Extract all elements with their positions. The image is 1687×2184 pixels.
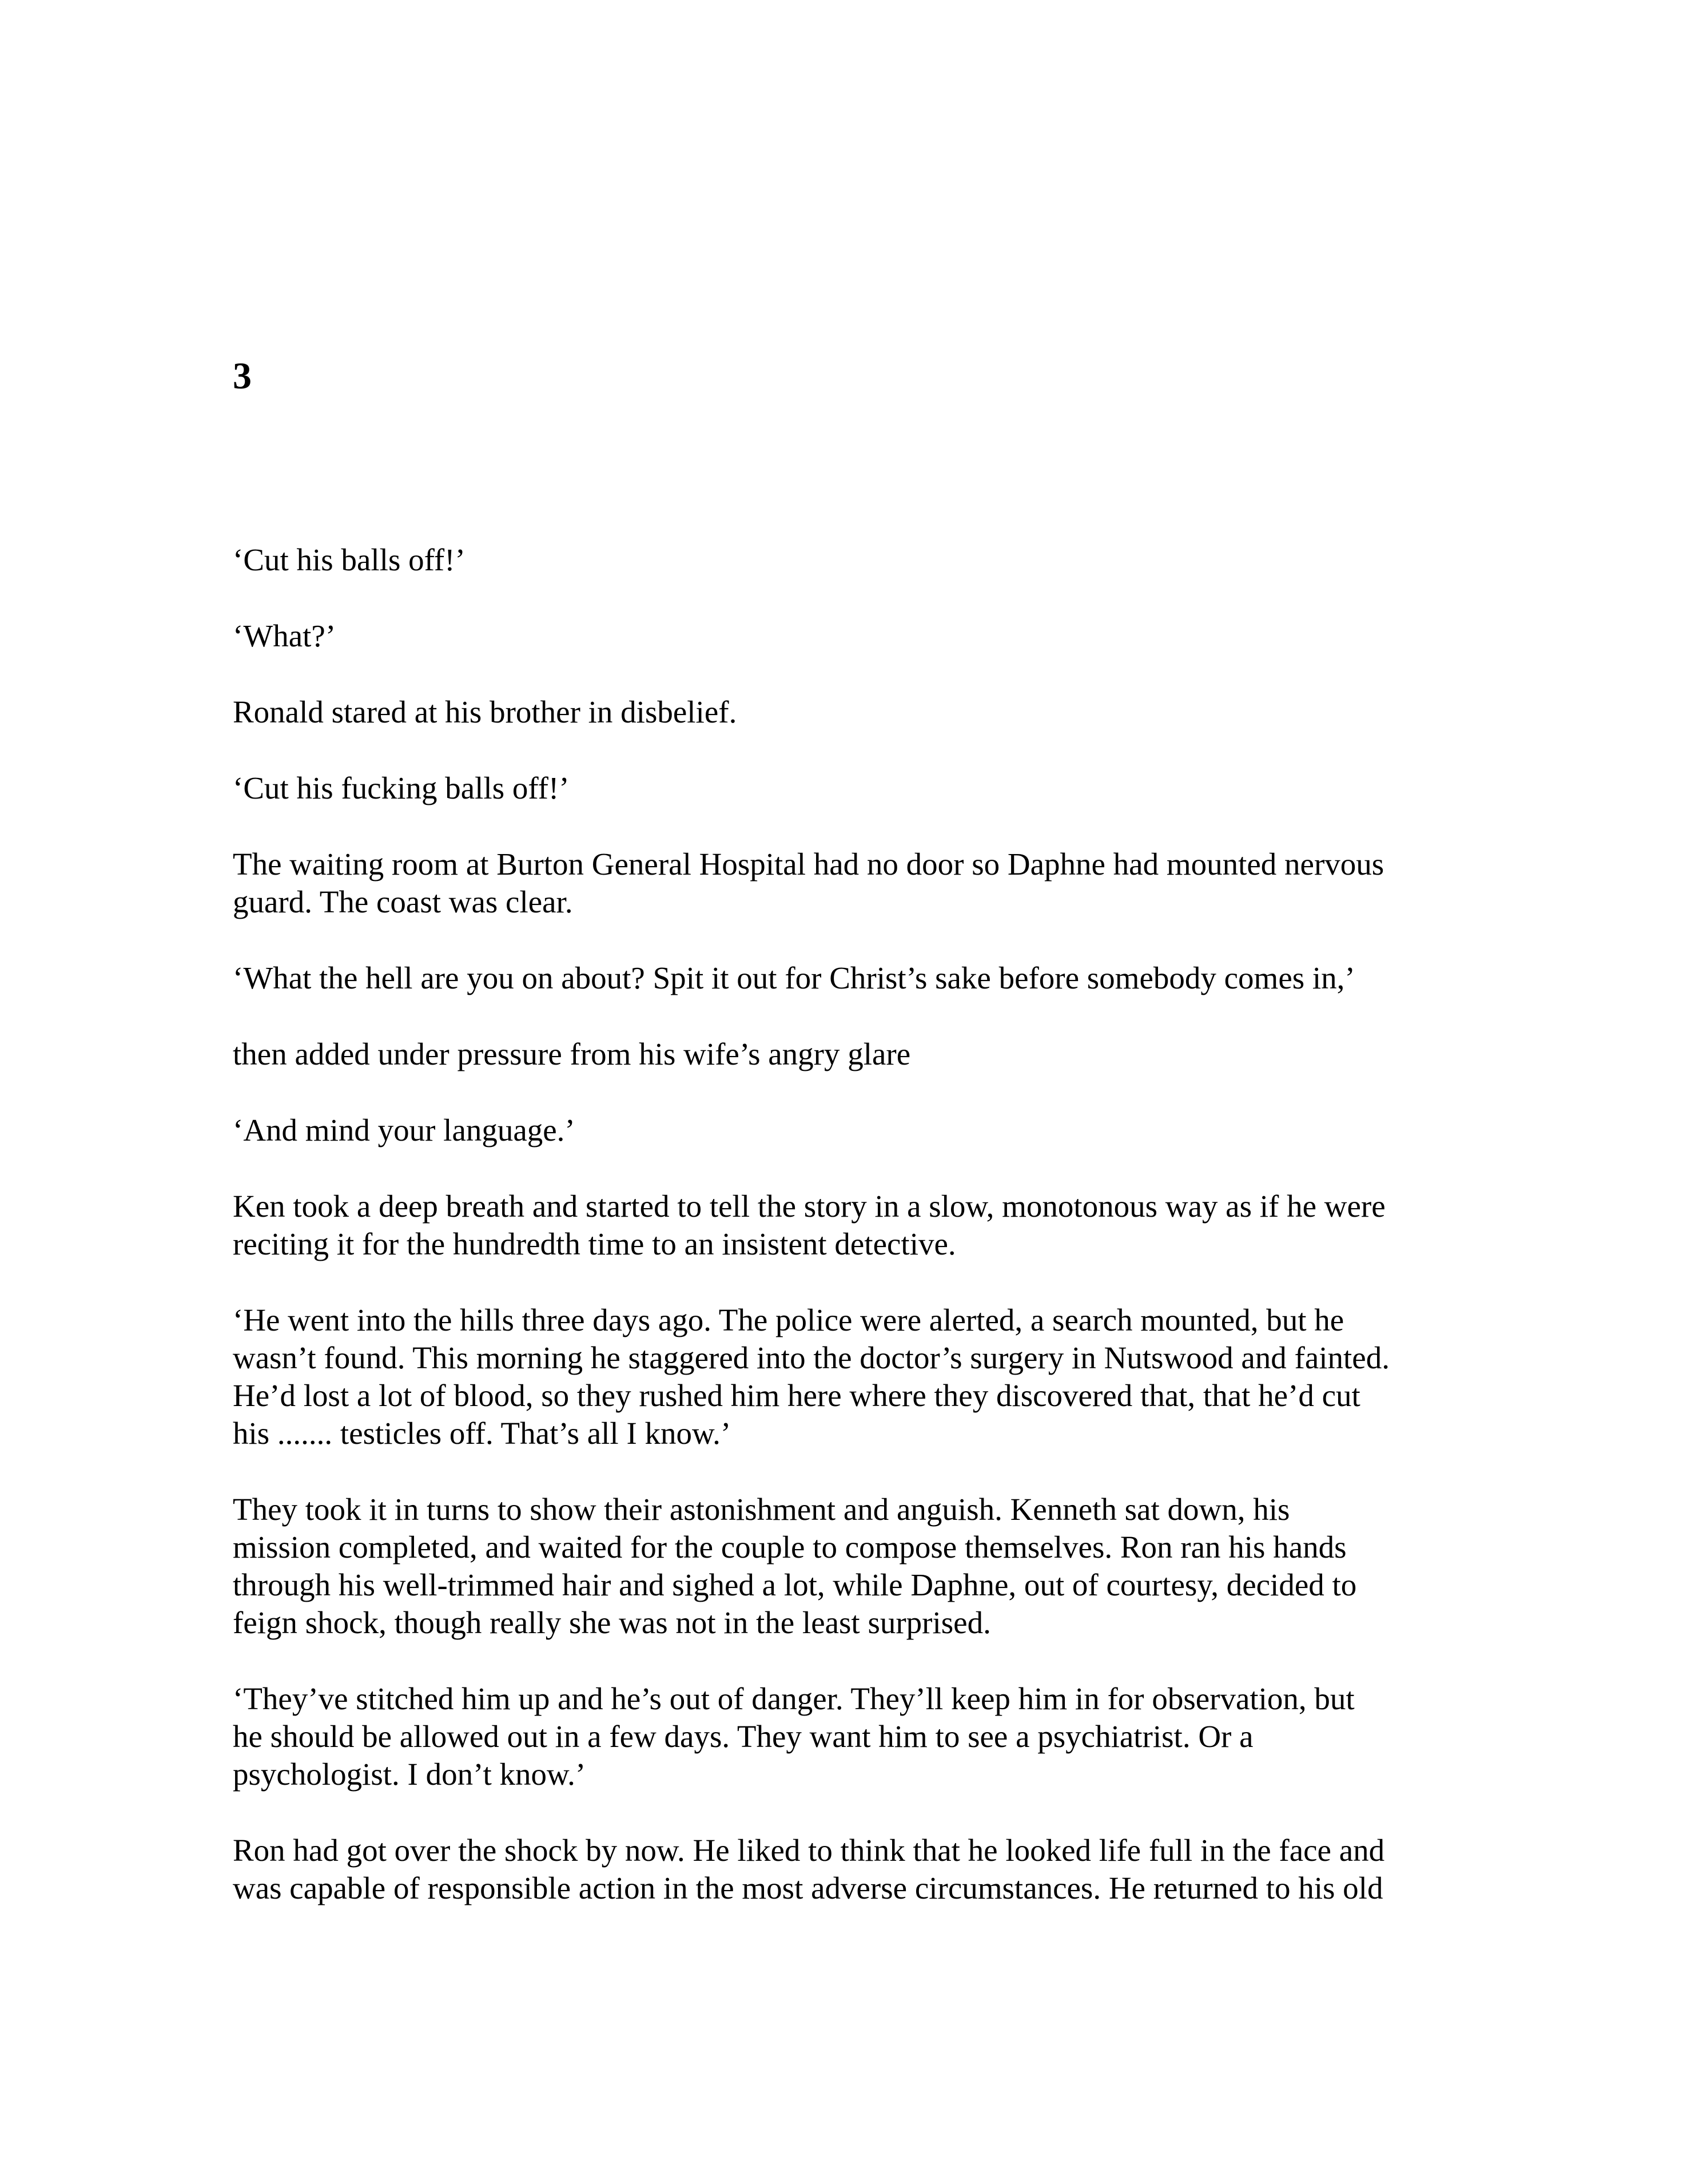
paragraph [233, 1035, 1462, 1073]
text-line: reciting it for the hundredth time to an insistent detective. [233, 1226, 956, 1261]
text-line: ‘He went into the hills three days ago. The police were alerted, a search mounted, but he [233, 1303, 1344, 1337]
text-line: ‘And mind your language.’ [233, 1113, 575, 1147]
paragraph [233, 959, 1462, 997]
text-line: then added under pressure from his wife’s angry glare [233, 1037, 911, 1071]
text-line: ‘Cut his fucking balls off!’ [233, 771, 570, 805]
paragraph [233, 1188, 1462, 1263]
text-line: The waiting room at Burton General Hospital had no door so Daphne had mounted nervous [233, 847, 1384, 881]
paragraph [233, 1111, 1462, 1149]
text-line: He’d lost a lot of blood, so they rushed him here where they discovered that, that he’d cut [233, 1378, 1360, 1413]
text-line: his ....... testicles off. That’s all I know.’ [233, 1416, 731, 1451]
text-line: guard. The coast was clear. [233, 884, 573, 919]
text-line: They took it in turns to show their astonishment and anguish. Kenneth sat down, his [233, 1492, 1290, 1527]
text-line: Ken took a deep breath and started to tell the story in a slow, monotonous way as if he were [233, 1189, 1386, 1224]
text-line: ‘Cut his balls off!’ [233, 542, 465, 577]
chapter-body [233, 541, 1462, 1945]
text-line: ‘What?’ [233, 618, 336, 653]
paragraph [233, 1491, 1462, 1642]
paragraph [233, 769, 1462, 807]
text-line: psychologist. I don’t know.’ [233, 1757, 586, 1792]
text-line: feign shock, though really she was not in the least surprised. [233, 1605, 991, 1640]
text-line: Ronald stared at his brother in disbelief. [233, 694, 737, 729]
paragraph [233, 617, 1462, 655]
paragraph [233, 541, 1462, 579]
chapter-number: 3 [233, 355, 252, 397]
text-line: Ron had got over the shock by now. He liked to think that he looked life full in the face and [233, 1833, 1385, 1868]
text-line: wasn’t found. This morning he staggered into the doctor’s surgery in Nutswood and fainted. [233, 1340, 1390, 1375]
paragraph [233, 1301, 1462, 1452]
paragraph [233, 845, 1462, 921]
text-line: ‘They’ve stitched him up and he’s out of danger. They’ll keep him in for observation, but [233, 1681, 1355, 1716]
paragraph [233, 693, 1462, 731]
text-line: was capable of responsible action in the most adverse circumstances. He returned to his old [233, 1871, 1383, 1905]
text-line: ‘What the hell are you on about? Spit it out for Christ’s sake before somebody comes in,’ [233, 960, 1355, 995]
text-line: he should be allowed out in a few days. They want him to see a psychiatrist. Or a [233, 1719, 1254, 1754]
paragraph [233, 1832, 1462, 1907]
text-line: through his well-trimmed hair and sighed a lot, while Daphne, out of courtesy, decided to [233, 1567, 1357, 1602]
paragraph [233, 1680, 1462, 1793]
text-line: mission completed, and waited for the couple to compose themselves. Ron ran his hands [233, 1530, 1347, 1564]
